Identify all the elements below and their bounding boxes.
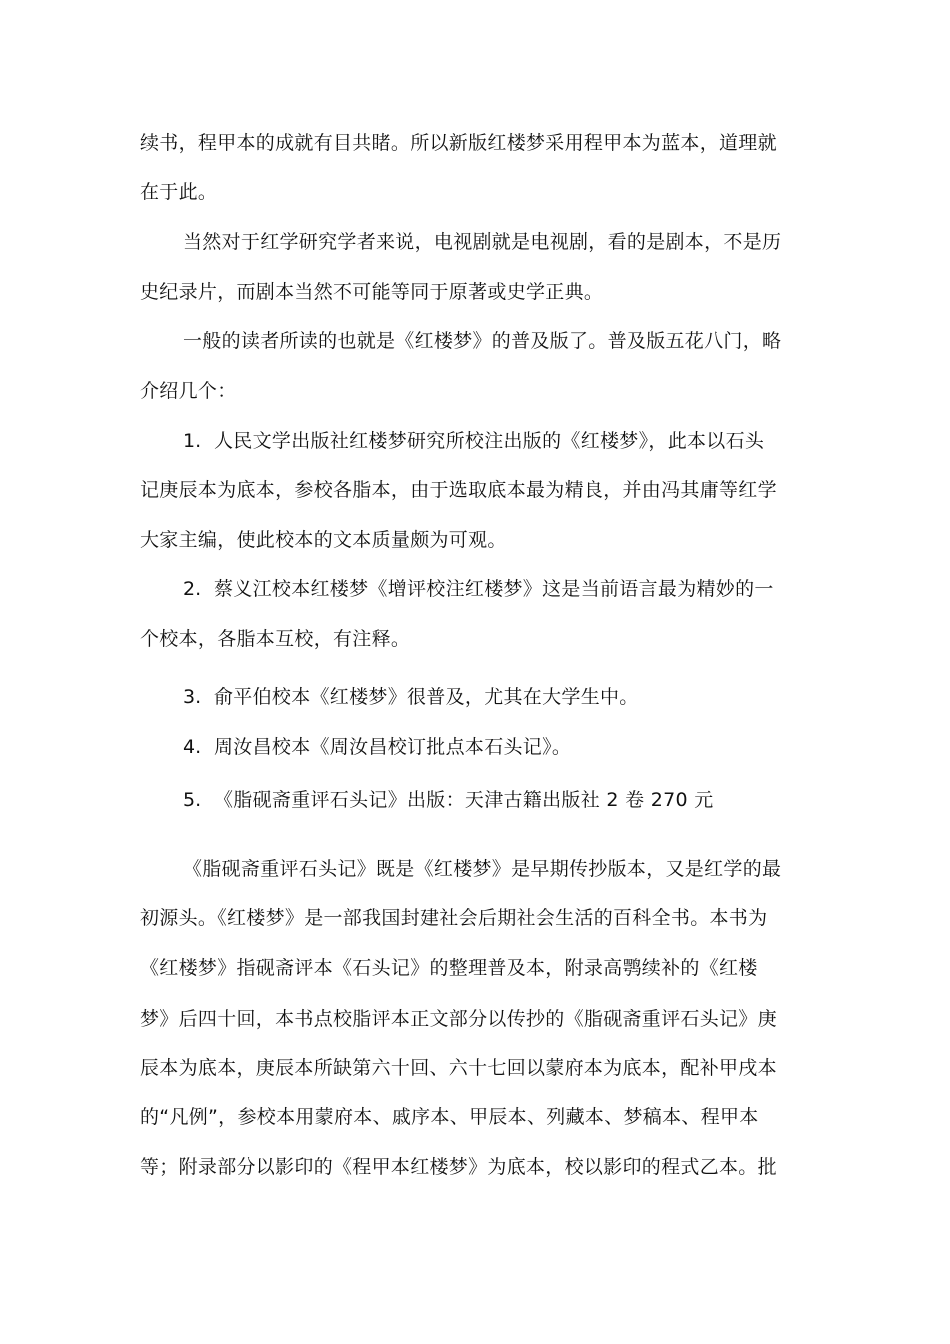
list-item-1-line-2: 记庚辰本为底本，参校各脂本，由于选取底本最为精良，并由冯其庸等红学 bbox=[140, 479, 777, 501]
list-item-5-number: 5. bbox=[183, 789, 202, 811]
paragraph-1-line-1: 续书，程甲本的成就有目共睹。所以新版红楼梦采用程甲本为蓝本，道理就 bbox=[140, 132, 777, 154]
final-paragraph-line-6: 的“凡例”，参校本用蒙府本、戚序本、甲辰本、列藏本、梦稿本、程甲本 bbox=[140, 1106, 759, 1128]
final-paragraph-line-3: 《红楼梦》指砚斋评本《石头记》的整理普及本，附录高鹗续补的《红楼 bbox=[140, 957, 758, 979]
final-paragraph-line-2: 初源头。《红楼梦》是一部我国封建社会后期社会生活的百科全书。本书为 bbox=[140, 907, 768, 929]
list-item-2-line-2: 个校本，各脂本互校，有注释。 bbox=[140, 628, 411, 650]
list-item-1-number: 1. bbox=[183, 430, 202, 452]
paragraph-2-line-2: 史纪录片，而剧本当然不可能等同于原著或史学正典。 bbox=[140, 281, 604, 303]
paragraph-3-line-2: 介绍几个： bbox=[140, 380, 237, 402]
list-item-1-line-1: 人民文学出版社红楼梦研究所校注出版的《红楼梦》，此本以石头 bbox=[214, 430, 765, 452]
list-item-2-number: 2. bbox=[183, 578, 202, 600]
list-item-4-number: 4. bbox=[183, 736, 202, 758]
final-paragraph-line-7: 等；附录部分以影印的《程甲本红楼梦》为底本，校以影印的程式乙本。批 bbox=[140, 1156, 777, 1178]
list-item-1-line-3: 大家主编，使此校本的文本质量颇为可观。 bbox=[140, 529, 507, 551]
paragraph-2-line-1: 当然对于红学研究学者来说，电视剧就是电视剧，看的是剧本，不是历 bbox=[183, 231, 782, 253]
list-item-4-line-1: 周汝昌校本《周汝昌校订批点本石头记》。 bbox=[214, 736, 572, 758]
final-paragraph-line-4: 梦》后四十回，本书点校脂评本正文部分以传抄的《脂砚斋重评石头记》庚 bbox=[140, 1008, 777, 1030]
list-item-2-line-1: 蔡义江校本红楼梦《增评校注红楼梦》这是当前语言最为精妙的一 bbox=[214, 578, 774, 600]
list-item-5-line-1: 《脂砚斋重评石头记》出版：天津古籍出版社 2 卷 270 元 bbox=[214, 789, 714, 811]
final-paragraph-line-1: 《脂砚斋重评石头记》既是《红楼梦》是早期传抄版本，又是红学的最 bbox=[183, 858, 782, 880]
paragraph-1-line-2: 在于此。 bbox=[140, 181, 218, 203]
list-item-3-number: 3. bbox=[183, 686, 202, 708]
final-paragraph-line-5: 辰本为底本，庚辰本所缺第六十回、六十七回以蒙府本为底本，配补甲戌本 bbox=[140, 1057, 777, 1079]
list-item-3-line-1: 俞平伯校本《红楼梦》很普及，尤其在大学生中。 bbox=[214, 686, 639, 708]
paragraph-3-line-1: 一般的读者所读的也就是《红楼梦》的普及版了。普及版五花八门，略 bbox=[183, 330, 782, 352]
